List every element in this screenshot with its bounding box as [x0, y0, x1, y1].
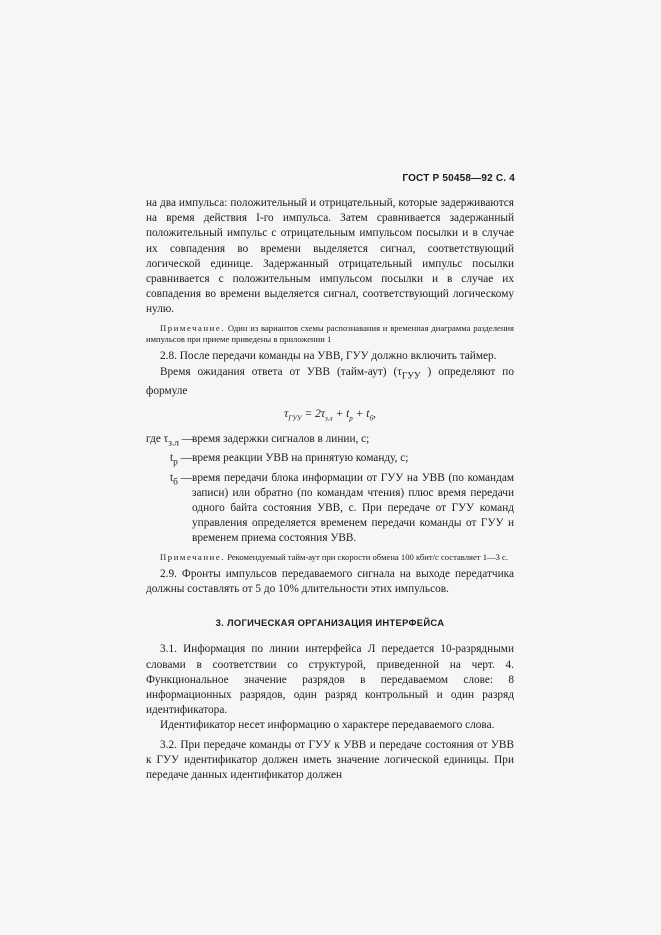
paragraph-timeout: Время ожидания ответа от УВВ (тайм-аут) ($\tau_{ГУУ}$ ) определяют по формуле — [146, 365, 514, 398]
paragraph-identifier: Идентификатор несет информацию о характере передаваемого слова. — [160, 719, 495, 732]
paragraph-2-9: 2.9. Фронты импульсов передаваемого сигнала на выходе передатчика должны составлять от 5 до 10% длительности этих импульсов. — [146, 567, 514, 596]
formula-timeout: $\tau_{ГУУ} = 2\tau_{з.л} + t_р + t_б$, — [284, 408, 376, 423]
definition-label: $t_б$ — — [170, 471, 193, 487]
paragraph-pulse-split: на два импульса: положительный и отрицательный, которые задерживаются на время действия I-го импульса. Затем сравнивается задержанный положительный импульс с отрицательным импульсом посылки и в случае их совпадения во времени выделяется сигнал, соответствующий логической единице. Задержанный отрицательный импульс посылки сравнивается с положительным импульсом посылки и в случае их совпадения во времени выделяется сигнал, соответствующий логическому нулю. — [146, 197, 514, 316]
document-body — [146, 196, 514, 783]
definition-label: где $\tau_{з.л}$ — — [146, 432, 194, 448]
definition-row — [146, 471, 514, 547]
note-recognition — [146, 323, 514, 346]
definition-row — [146, 451, 514, 470]
paragraph-2-8: 2.8. После передачи команды на УВВ, ГУУ должно включить таймер. — [160, 350, 497, 363]
page-header: ГОСТ Р 50458—92 С. 4 — [402, 173, 515, 184]
note-text: Один из вариантов схемы распознавания и временная диаграмма разделения импульсов при приеме приведены в приложении 1 — [146, 322, 514, 345]
note-text: Рекомендуемый тайм-аут при скорости обмена 100 кбит/с составляет 1—3 с. — [225, 551, 508, 562]
note-timeout — [146, 552, 514, 563]
definition-label: $t_р$ — — [170, 452, 192, 468]
definition-text: время реакции УВВ на принятую команду, с; — [192, 452, 409, 465]
definitions-list — [146, 432, 514, 547]
definition-text: время задержки сигналов в линии, с; — [192, 432, 370, 445]
note-label: Примечание. — [160, 551, 226, 562]
paragraph-3-2: 3.2. При передаче команды от ГУУ к УВВ и передаче состояния от УВВ к ГУУ идентификатор должен иметь значение логической единицы. При передаче данных идентификатор должен — [146, 738, 514, 781]
paragraph-3-1: 3.1. Информация по линии интерфейса Л передается 10-разрядными словами в соответствии со структурой, приведенной на черт. 4. Функциональное значение разрядов в передаваемом слове: 8 информационных разрядов, один разряд контрольный и один разряд идентификатора. — [146, 643, 514, 717]
note-label: Примечание. — [160, 322, 226, 333]
definition-text: время передачи блока информации от ГУУ на УВВ (по командам записи) или обратно (по командам чтения) плюс время передачи одного байта состояния УВВ, с. При передаче от ГУУ команд управления определяется временем передачи команды от ГУУ и временем приема состояния УВВ. — [192, 471, 514, 545]
definition-row — [146, 432, 514, 451]
section-title: 3. ЛОГИЧЕСКАЯ ОРГАНИЗАЦИЯ ИНТЕРФЕЙСА — [215, 617, 445, 629]
